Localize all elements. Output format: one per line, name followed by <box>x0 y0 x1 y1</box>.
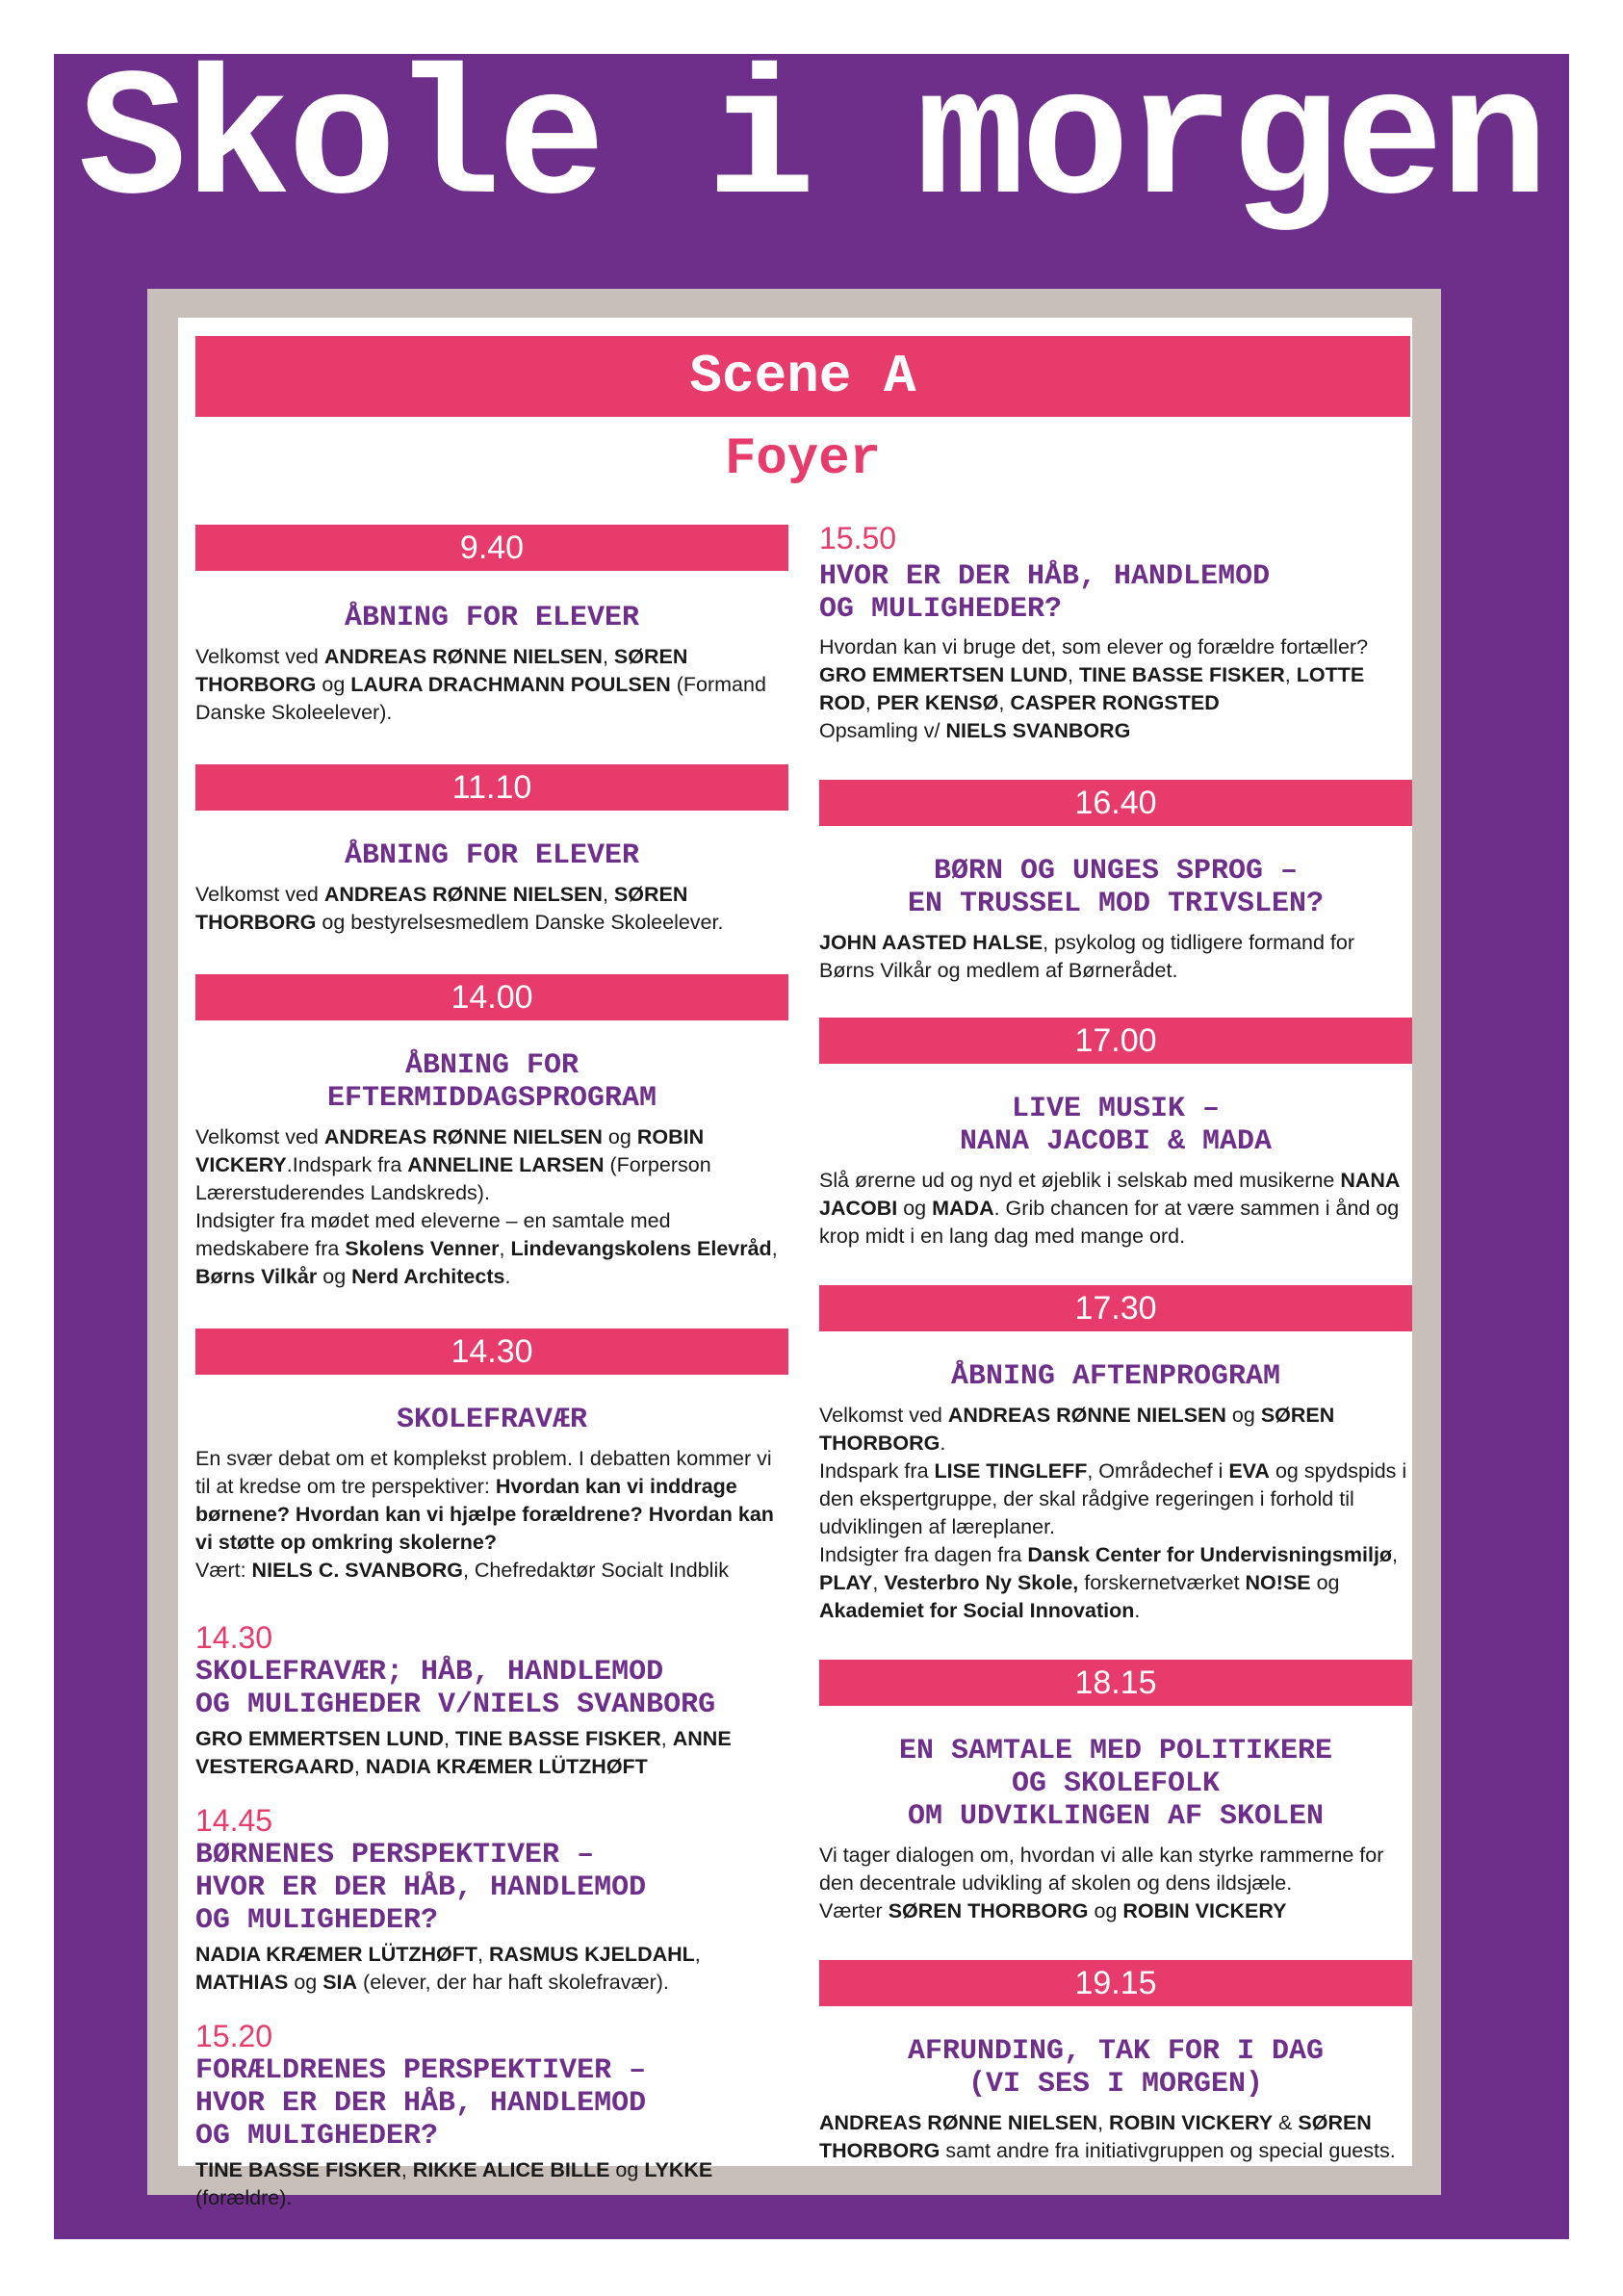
description-text: , <box>872 1571 885 1594</box>
name-highlight: Hvordan kan vi inddrage børnene? Hvordan kan vi hjælpe forældrene? Hvordan kan vi støtte op omkring skolerne? <box>195 1475 774 1554</box>
description-text: , <box>444 1727 455 1750</box>
description-text: , <box>1068 663 1079 686</box>
name-highlight: NO!SE <box>1245 1571 1311 1594</box>
session-heading-line: AFRUNDING, TAK FOR I DAG <box>907 2035 1325 2068</box>
name-highlight: GRO EMMERTSEN LUND <box>195 1727 444 1750</box>
session-description <box>195 1123 788 1291</box>
session-heading <box>195 2054 788 2153</box>
name-highlight: SØREN THORBORG <box>195 645 688 696</box>
session-15-20 <box>195 2018 788 2212</box>
name-highlight: RIKKE ALICE BILLE <box>412 2158 610 2181</box>
name-highlight: Lindevangskolens Elevråd <box>510 1237 772 1260</box>
session-description <box>819 1842 1412 1925</box>
description-text: . <box>504 1265 511 1288</box>
session-time: 15.50 <box>819 521 897 555</box>
description-text: og <box>316 673 351 696</box>
description-text: , Chefredaktør Socialt Indblik <box>462 1559 729 1582</box>
description-text: , <box>660 1727 673 1750</box>
description-text: Slå ørerne ud og nyd et øjeblik i selskab med musikerne <box>819 1169 1341 1192</box>
name-highlight: SIA <box>322 1971 358 1994</box>
description-text: , <box>1097 2111 1110 2134</box>
description-text: Vi tager dialogen om, hvordan vi alle kan styrke rammerne for den decentrale udvikling af skolen og dens ildsjæle. <box>819 1844 1384 1895</box>
session-heading-line: OG SKOLEFOLK <box>1011 1767 1221 1800</box>
description-text: , <box>694 1943 701 1966</box>
description-text: Velkomst ved <box>195 1125 324 1148</box>
session-description <box>819 633 1412 745</box>
description-text: , <box>499 1237 511 1260</box>
session-heading <box>819 1093 1412 1158</box>
name-highlight: PER KENSØ <box>876 691 999 714</box>
session-time: 11.10 <box>195 764 788 811</box>
description-text: forskernetværket <box>1078 1571 1246 1594</box>
description-text: Værter <box>819 1899 889 1922</box>
name-highlight: SØREN THORBORG <box>888 1899 1089 1922</box>
name-highlight: ANDREAS RØNNE NIELSEN <box>323 883 603 906</box>
description-text: og <box>288 1971 323 1994</box>
description-text: Velkomst ved <box>195 883 324 906</box>
session-time: 19.15 <box>819 1960 1412 2006</box>
name-highlight: EVA <box>1228 1459 1270 1483</box>
description-text: Velkomst ved <box>195 645 324 668</box>
name-highlight: CASPER RONGSTED <box>1010 691 1220 714</box>
description-text: og <box>1225 1404 1261 1427</box>
name-highlight: SØREN THORBORG <box>819 1404 1335 1455</box>
name-highlight: NADIA KRÆMER LÜTZHØFT <box>365 1755 648 1778</box>
session-heading <box>819 560 1412 626</box>
name-highlight: Vesterbro Ny Skole, <box>884 1571 1079 1594</box>
description-text: . <box>940 1432 946 1455</box>
description-text: , <box>1284 663 1297 686</box>
description-text: og <box>897 1197 933 1220</box>
description-text: , <box>1392 1543 1399 1566</box>
name-highlight: SØREN THORBORG <box>195 883 688 934</box>
name-highlight: TINE BASSE FISKER <box>195 2158 401 2181</box>
name-highlight: ANDREAS RØNNE NIELSEN <box>819 2111 1098 2134</box>
right-column <box>819 520 1412 2165</box>
description-text: Indspark fra <box>819 1459 935 1483</box>
description-text: . <box>1134 1599 1141 1622</box>
session-17-30 <box>819 1285 1412 1625</box>
name-highlight: NIELS SVANBORG <box>945 719 1131 742</box>
description-text: , <box>998 691 1011 714</box>
name-highlight: MADA <box>932 1197 994 1220</box>
description-text: og <box>1310 1571 1340 1594</box>
session-19-15 <box>819 1960 1412 2165</box>
name-highlight: ROBIN VICKERY <box>1109 2111 1274 2134</box>
name-highlight: Dansk Center for Undervisningsmiljø <box>1027 1543 1393 1566</box>
session-time: 17.00 <box>819 1018 1412 1064</box>
name-highlight: JOHN AASTED HALSE <box>819 931 1043 954</box>
session-heading-line: HVOR ER DER HÅB, HANDLEMOD <box>819 560 1271 593</box>
description-text: og spydspids i den ekspertgruppe, der skal rådgive regeringen i forhold til udviklingen af læreplaner. <box>819 1459 1407 1538</box>
description-text: , <box>771 1237 778 1260</box>
session-heading-line: OG MULIGHEDER V/NIELS SVANBORG <box>195 1689 716 1721</box>
session-heading-line: SKOLEFRAVÆR; HÅB, HANDLEMOD <box>195 1656 664 1689</box>
session-14-45 <box>195 1802 788 1997</box>
session-18-15 <box>819 1660 1412 1925</box>
session-time: 14.45 <box>195 1803 273 1838</box>
description-text: og <box>602 1125 637 1148</box>
name-highlight: LISE TINGLEFF <box>934 1459 1088 1483</box>
session-heading-line: OG MULIGHEDER? <box>819 593 1063 626</box>
name-highlight: NANA JACOBI <box>819 1169 1400 1220</box>
description-text: & <box>1273 2111 1299 2134</box>
session-description <box>195 2156 788 2212</box>
session-heading <box>819 2035 1412 2101</box>
name-highlight: MATHIAS <box>195 1971 289 1994</box>
description-text: .Indspark fra <box>286 1153 408 1176</box>
scene-banner: Scene A <box>195 336 1410 417</box>
description-text: samt andre fra initiativgruppen og special guests. <box>940 2139 1396 2162</box>
description-text: og <box>609 2158 645 2181</box>
name-highlight: GRO EMMERTSEN LUND <box>819 663 1068 686</box>
description-text: (forældre). <box>195 2186 293 2209</box>
name-highlight: Akademiet for Social Innovation <box>819 1599 1135 1622</box>
description-text: , <box>864 691 877 714</box>
session-heading-line: OM UDVIKLINGEN AF SKOLEN <box>907 1800 1325 1833</box>
name-highlight: TINE BASSE FISKER <box>1078 663 1285 686</box>
name-highlight: TINE BASSE FISKER <box>454 1727 661 1750</box>
name-highlight: Børns Vilkår <box>195 1265 318 1288</box>
name-highlight: ANDREAS RØNNE NIELSEN <box>323 1125 603 1148</box>
session-heading <box>819 1360 1412 1393</box>
name-highlight: RASMUS KJELDAHL <box>488 1943 695 1966</box>
description-text: Vært: <box>195 1559 252 1582</box>
session-time: 17.30 <box>819 1285 1412 1331</box>
description-text: Indsigter fra mødet med eleverne – en samtale med medskabere fra <box>195 1209 671 1260</box>
session-9-40 <box>195 525 788 727</box>
session-heading <box>195 1404 788 1436</box>
description-text: Opsamling v/ <box>819 719 946 742</box>
description-text: , <box>400 2158 413 2181</box>
name-highlight: Skolens Venner <box>345 1237 500 1260</box>
description-text: , <box>477 1943 489 1966</box>
location-title: Foyer <box>724 430 882 489</box>
name-highlight: NADIA KRÆMER LÜTZHØFT <box>195 1943 478 1966</box>
name-highlight: ROBIN VICKERY <box>1122 1899 1287 1922</box>
session-heading <box>195 839 788 872</box>
description-text: og <box>317 1265 352 1288</box>
session-time: 9.40 <box>195 525 788 571</box>
description-text: , <box>353 1755 366 1778</box>
session-14-30 <box>195 1619 788 1781</box>
session-description <box>819 2109 1412 2165</box>
session-heading-line: EN TRUSSEL MOD TRIVSLEN? <box>907 888 1325 920</box>
name-highlight: ANNELINE LARSEN <box>407 1153 605 1176</box>
session-time: 14.30 <box>195 1329 788 1375</box>
session-time: 15.20 <box>195 2019 273 2053</box>
session-heading-line: OG MULIGHEDER? <box>195 1904 439 1937</box>
name-highlight: LOTTE ROD <box>819 663 1365 714</box>
description-text: og <box>1088 1899 1123 1922</box>
session-heading-line: ÅBNING FOR ELEVER <box>344 602 640 634</box>
description-text: En svær debat om et komplekst problem. I debatten kommer vi til at kredse om tre perspektiver: <box>195 1447 772 1498</box>
name-highlight: SØREN THORBORG <box>819 2111 1372 2162</box>
session-heading <box>195 1839 788 1937</box>
session-heading-line: ÅBNING AFTENPROGRAM <box>950 1360 1281 1393</box>
description-text: (Formand Danske Skoleelever). <box>195 673 766 724</box>
session-heading-line: SKOLEFRAVÆR <box>396 1404 588 1436</box>
description-text: , <box>602 883 614 906</box>
description-text: (Forperson Lærerstuderendes Landskreds). <box>195 1153 711 1204</box>
description-text: , Områdechef i <box>1087 1459 1229 1483</box>
description-text: , <box>602 645 614 668</box>
session-heading-line: ÅBNING FOR <box>404 1049 580 1082</box>
session-heading <box>195 1656 788 1721</box>
description-text: Velkomst ved <box>819 1404 948 1427</box>
name-highlight: ANDREAS RØNNE NIELSEN <box>323 645 603 668</box>
session-14-30 <box>195 1329 788 1585</box>
session-description <box>195 1941 788 1997</box>
name-highlight: ROBIN VICKERY <box>195 1125 705 1176</box>
session-15-50 <box>819 520 1412 745</box>
name-highlight: NIELS C. SVANBORG <box>251 1559 463 1582</box>
session-17-00 <box>819 1018 1412 1251</box>
session-heading <box>195 602 788 634</box>
session-description <box>195 881 788 937</box>
session-description <box>195 643 788 727</box>
session-heading-line: HVOR ER DER HÅB, HANDLEMOD <box>195 1871 647 1904</box>
name-highlight: LYKKE <box>644 2158 713 2181</box>
description-text: Indsigter fra dagen fra <box>819 1543 1028 1566</box>
description-text: , psykolog og tidligere formand for Børns Vilkår og medlem af Børnerådet. <box>819 931 1355 982</box>
session-heading-line: HVOR ER DER HÅB, HANDLEMOD <box>195 2087 647 2120</box>
poster-title: Skole i morgen <box>78 41 1545 246</box>
name-highlight: Nerd Architects <box>351 1265 505 1288</box>
session-description <box>819 1167 1412 1251</box>
session-time: 14.30 <box>195 1620 273 1655</box>
session-heading <box>195 1049 788 1115</box>
name-highlight: ANNE VESTERGAARD <box>195 1727 732 1778</box>
session-description <box>195 1725 788 1781</box>
session-time: 14.00 <box>195 974 788 1020</box>
session-heading <box>819 855 1412 920</box>
session-heading-line: (VI SES I MORGEN) <box>967 2068 1264 2101</box>
session-heading-line: FORÆLDRENES PERSPEKTIVER – <box>195 2054 647 2087</box>
session-heading-line: NANA JACOBI & MADA <box>959 1125 1273 1158</box>
session-11-10 <box>195 764 788 937</box>
description-text: . Grib chancen for at være sammen i ånd og krop midt i en lang dag med mange ord. <box>819 1197 1400 1248</box>
session-time: 16.40 <box>819 780 1412 826</box>
session-14-00 <box>195 974 788 1291</box>
session-heading-line: EN SAMTALE MED POLITIKERE <box>898 1735 1333 1767</box>
session-heading-line: OG MULIGHEDER? <box>195 2120 439 2153</box>
description-text: og bestyrelsesmedlem Danske Skoleelever. <box>316 911 724 934</box>
description-text: (elever, der har haft skolefravær). <box>357 1971 669 1994</box>
session-description <box>819 1402 1412 1625</box>
session-16-40 <box>819 780 1412 985</box>
name-highlight: ANDREAS RØNNE NIELSEN <box>947 1404 1226 1427</box>
name-highlight: LAURA DRACHMANN POULSEN <box>350 673 671 696</box>
left-column <box>195 525 788 2212</box>
session-heading-line: EFTERMIDDAGSPROGRAM <box>326 1082 657 1115</box>
session-heading-line: ÅBNING FOR ELEVER <box>344 839 640 872</box>
session-time: 18.15 <box>819 1660 1412 1706</box>
session-heading-line: LIVE MUSIK – <box>1011 1093 1221 1125</box>
session-description <box>819 929 1412 985</box>
session-heading-line: BØRNENES PERSPEKTIVER – <box>195 1839 595 1871</box>
session-heading-line: BØRN OG UNGES SPROG – <box>933 855 1299 888</box>
session-heading <box>819 1735 1412 1833</box>
name-highlight: PLAY <box>819 1571 873 1594</box>
session-description <box>195 1445 788 1585</box>
description-text: Hvordan kan vi bruge det, som elever og forældre fortæller? <box>819 635 1369 658</box>
